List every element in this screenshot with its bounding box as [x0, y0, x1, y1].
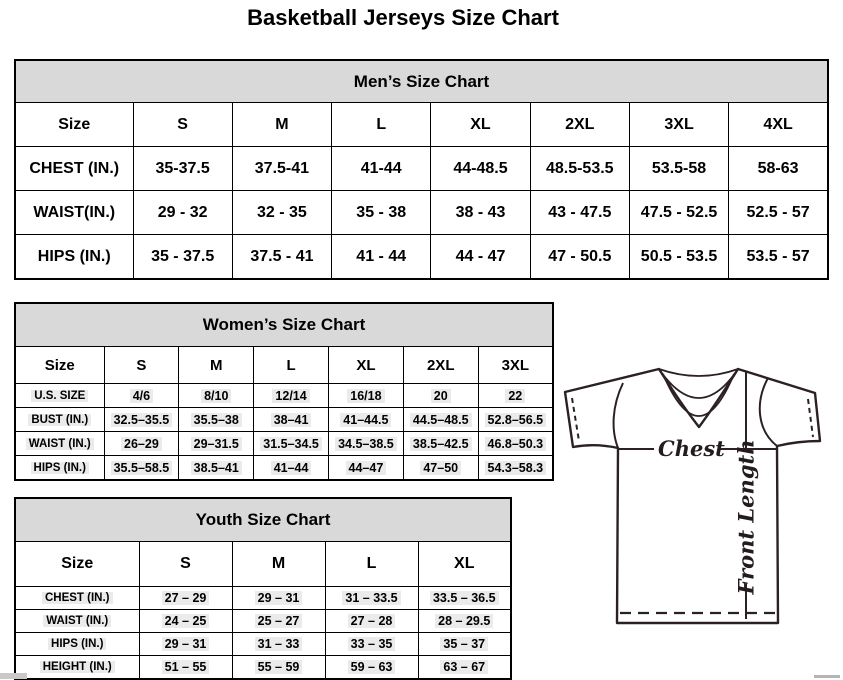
row-label-text: BUST (IN.) — [28, 414, 91, 426]
size-value-cell-text: 25 – 27 — [255, 614, 303, 628]
size-value-cell-text: 41–44.5 — [340, 413, 391, 427]
front-length-measure-label: Front Length — [733, 439, 759, 595]
size-value-cell-text: 47.5 - 52.5 — [640, 203, 718, 221]
size-value-cell — [478, 456, 553, 481]
size-value-cell-text: 41-44 — [360, 159, 402, 177]
table-row — [15, 587, 511, 610]
column-header — [133, 103, 232, 147]
size-value-cell — [232, 235, 331, 280]
row-label-text: WAIST (IN.) — [43, 615, 111, 627]
size-value-cell — [403, 432, 478, 456]
table-row — [15, 610, 511, 633]
row-label — [15, 587, 139, 610]
size-value-cell-text: 34.5–38.5 — [335, 437, 397, 451]
row-label-text: WAIST (IN.) — [26, 438, 94, 450]
table-caption — [15, 498, 511, 542]
size-value-cell — [254, 432, 329, 456]
column-header — [232, 542, 325, 587]
size-value-cell-text: 37.5 - 41 — [250, 247, 314, 265]
size-value-cell-text: 33 – 35 — [348, 637, 396, 651]
size-value-cell-text: 33.5 – 36.5 — [430, 591, 499, 605]
column-header-text: L — [366, 555, 377, 572]
size-value-cell — [328, 408, 403, 432]
size-value-cell-text: 27 – 29 — [162, 591, 210, 605]
scrollbar-fragment-right[interactable] — [814, 675, 840, 678]
size-value-cell-text: 12/14 — [272, 389, 309, 403]
size-value-cell-text: 35-37.5 — [155, 159, 210, 177]
row-label — [15, 191, 133, 235]
collar-back-line — [659, 369, 738, 376]
column-header-text: S — [177, 115, 188, 133]
column-header-text: M — [271, 555, 286, 572]
size-value-cell-text: 58-63 — [757, 159, 799, 177]
size-value-cell — [332, 147, 431, 191]
table-caption-row — [15, 498, 511, 542]
size-value-cell-text: 37.5-41 — [254, 159, 310, 177]
row-label-text: HIPS (IN.) — [37, 247, 111, 265]
size-value-cell-text: 44–47 — [346, 461, 387, 475]
column-header — [15, 103, 133, 147]
size-value-cell — [179, 432, 254, 456]
size-value-cell — [139, 633, 232, 656]
column-header — [232, 103, 331, 147]
size-value-cell-text: 47–50 — [420, 461, 461, 475]
table-caption-text: Women’s Size Chart — [202, 315, 366, 334]
row-label-text: HEIGHT (IN.) — [40, 661, 115, 673]
table-row — [15, 633, 511, 656]
column-header-text: 3XL — [664, 115, 694, 133]
column-header-text: M — [209, 356, 223, 374]
column-header — [139, 542, 232, 587]
size-value-cell-text: 48.5-53.5 — [545, 159, 614, 177]
table-caption-row — [15, 303, 553, 347]
size-value-cell — [328, 384, 403, 408]
size-value-cell — [431, 147, 530, 191]
column-header — [431, 103, 530, 147]
womens-size-table — [14, 302, 554, 481]
size-value-cell-text: 53.5-58 — [651, 159, 707, 177]
size-value-cell-text: 52.5 - 57 — [746, 203, 810, 221]
size-value-cell-text: 22 — [505, 389, 525, 403]
size-value-cell — [328, 456, 403, 481]
column-header — [325, 542, 418, 587]
table-row — [15, 235, 828, 280]
mens-size-table — [14, 59, 829, 280]
size-value-cell-text: 44 - 47 — [455, 247, 506, 265]
size-value-cell-text: 35 - 38 — [356, 203, 407, 221]
size-value-cell — [325, 587, 418, 610]
size-value-cell — [179, 384, 254, 408]
size-value-cell — [232, 147, 331, 191]
size-value-cell — [431, 235, 530, 280]
size-value-cell — [729, 191, 828, 235]
youth-size-table — [14, 497, 512, 680]
table-row — [15, 147, 828, 191]
size-value-cell — [418, 633, 511, 656]
column-header — [15, 347, 104, 384]
column-header-text: XL — [356, 356, 376, 374]
size-value-cell — [629, 235, 728, 280]
column-header — [729, 103, 828, 147]
size-value-cell-text: 38–41 — [271, 413, 312, 427]
size-value-cell — [139, 610, 232, 633]
column-header — [629, 103, 728, 147]
row-label-text: U.S. SIZE — [31, 390, 88, 402]
column-header — [179, 347, 254, 384]
row-label — [15, 656, 139, 680]
size-value-cell-text: 53.5 - 57 — [746, 247, 810, 265]
column-header — [254, 347, 329, 384]
size-value-cell-text: 51 – 55 — [162, 660, 210, 674]
size-value-cell-text: 38.5–41 — [191, 461, 242, 475]
column-header-text: 2XL — [565, 115, 595, 133]
chest-measure-label: Chest — [658, 436, 725, 461]
size-value-cell — [133, 191, 232, 235]
size-value-cell — [418, 656, 511, 680]
column-header — [403, 347, 478, 384]
size-value-cell — [530, 147, 629, 191]
column-header-text: XL — [454, 555, 475, 572]
size-value-cell-text: 35.5–58.5 — [111, 461, 173, 475]
row-label — [15, 408, 104, 432]
size-value-cell — [133, 235, 232, 280]
size-value-cell-text: 44-48.5 — [453, 159, 508, 177]
size-value-cell — [478, 408, 553, 432]
size-value-cell-text: 50.5 - 53.5 — [640, 247, 718, 265]
size-value-cell — [403, 384, 478, 408]
table-caption-row — [15, 60, 828, 103]
size-value-cell-text: 28 – 29.5 — [435, 614, 493, 628]
size-value-cell-text: 29–31.5 — [191, 437, 242, 451]
size-value-cell — [332, 235, 431, 280]
row-label — [15, 610, 139, 633]
jersey-outline — [565, 369, 820, 623]
column-header — [332, 103, 431, 147]
size-value-cell — [133, 147, 232, 191]
size-value-cell — [232, 191, 331, 235]
size-value-cell — [629, 191, 728, 235]
size-value-cell — [325, 633, 418, 656]
table-row — [15, 408, 553, 432]
size-value-cell-text: 4/6 — [130, 389, 153, 403]
size-value-cell — [418, 610, 511, 633]
jersey-measurement-diagram — [555, 360, 843, 630]
table-header-row — [15, 347, 553, 384]
size-value-cell — [254, 456, 329, 481]
size-value-cell-text: 52.8–56.5 — [485, 413, 547, 427]
table-row — [15, 432, 553, 456]
size-value-cell — [530, 191, 629, 235]
size-value-cell — [104, 384, 179, 408]
size-value-cell — [325, 656, 418, 680]
size-value-cell-text: 41–44 — [271, 461, 312, 475]
page-title: Basketball Jerseys Size Chart — [247, 5, 559, 30]
size-value-cell-text: 54.3–58.3 — [485, 461, 547, 475]
column-header-text: Size — [44, 356, 75, 374]
size-value-cell-text: 63 – 67 — [440, 660, 488, 674]
size-value-cell — [629, 147, 728, 191]
column-header — [530, 103, 629, 147]
size-value-cell — [530, 235, 629, 280]
size-value-cell — [403, 408, 478, 432]
size-value-cell-text: 46.8–50.3 — [485, 437, 547, 451]
row-label-text: HIPS (IN.) — [48, 638, 106, 650]
row-label — [15, 147, 133, 191]
column-header-text: M — [275, 115, 289, 133]
size-value-cell — [729, 147, 828, 191]
table-caption — [15, 60, 828, 103]
size-value-cell — [232, 610, 325, 633]
size-value-cell — [328, 432, 403, 456]
size-value-cell — [729, 235, 828, 280]
size-value-cell — [139, 587, 232, 610]
size-value-cell — [254, 408, 329, 432]
size-value-cell — [325, 610, 418, 633]
column-header-text: L — [286, 356, 296, 374]
table-caption-text: Youth Size Chart — [195, 510, 331, 529]
size-value-cell — [478, 384, 553, 408]
size-value-cell-text: 35.5–38 — [191, 413, 242, 427]
column-header-text: Size — [61, 555, 94, 572]
size-value-cell-text: 38 - 43 — [455, 203, 506, 221]
size-value-cell-text: 27 – 28 — [348, 614, 396, 628]
size-value-cell — [232, 633, 325, 656]
size-value-cell-text: 26–29 — [121, 437, 162, 451]
table-row — [15, 384, 553, 408]
size-value-cell — [179, 456, 254, 481]
row-label — [15, 432, 104, 456]
row-label — [15, 384, 104, 408]
size-value-cell-text: 35 - 37.5 — [151, 247, 215, 265]
column-header-text: Size — [58, 115, 91, 133]
size-value-cell — [418, 587, 511, 610]
size-value-cell — [139, 656, 232, 680]
table-caption — [15, 303, 553, 347]
size-value-cell-text: 31 – 33.5 — [342, 591, 400, 605]
size-value-cell — [254, 384, 329, 408]
row-label-text: CHEST (IN.) — [42, 592, 113, 604]
size-value-cell-text: 32.5–35.5 — [111, 413, 173, 427]
table-header-row — [15, 542, 511, 587]
row-label — [15, 633, 139, 656]
column-header-text: S — [180, 555, 191, 572]
column-header — [418, 542, 511, 587]
row-label-text: CHEST (IN.) — [29, 159, 120, 177]
size-value-cell-text: 8/10 — [201, 389, 231, 403]
size-value-cell — [478, 432, 553, 456]
size-value-cell-text: 16/18 — [347, 389, 384, 403]
size-value-cell-text: 55 – 59 — [255, 660, 303, 674]
size-value-cell-text: 41 - 44 — [356, 247, 407, 265]
row-label — [15, 235, 133, 280]
size-value-cell-text: 20 — [431, 389, 451, 403]
column-header-text: 4XL — [763, 115, 793, 133]
column-header — [478, 347, 553, 384]
column-header — [328, 347, 403, 384]
size-value-cell-text: 29 – 31 — [162, 637, 210, 651]
table-row — [15, 656, 511, 680]
size-value-cell — [431, 191, 530, 235]
size-value-cell — [403, 456, 478, 481]
size-value-cell-text: 31.5–34.5 — [260, 437, 322, 451]
size-value-cell-text: 31 – 33 — [255, 637, 303, 651]
row-label — [15, 456, 104, 481]
row-label-text: WAIST(IN.) — [33, 203, 116, 221]
table-row — [15, 456, 553, 481]
size-value-cell — [104, 456, 179, 481]
column-header-text: L — [376, 115, 387, 133]
size-value-cell-text: 47 - 50.5 — [548, 247, 612, 265]
size-value-cell-text: 29 - 32 — [157, 203, 208, 221]
size-value-cell-text: 35 – 37 — [440, 637, 488, 651]
scrollbar-fragment-left[interactable] — [0, 673, 27, 679]
table-row — [15, 191, 828, 235]
size-value-cell-text: 29 – 31 — [255, 591, 303, 605]
size-value-cell — [332, 191, 431, 235]
column-header — [15, 542, 139, 587]
size-value-cell — [232, 587, 325, 610]
size-value-cell-text: 43 - 47.5 — [548, 203, 612, 221]
size-value-cell-text: 38.5–42.5 — [410, 437, 472, 451]
column-header — [104, 347, 179, 384]
size-value-cell — [179, 408, 254, 432]
size-value-cell-text: 32 - 35 — [257, 203, 307, 221]
column-header-text: S — [136, 356, 147, 374]
size-value-cell-text: 44.5–48.5 — [410, 413, 472, 427]
size-value-cell — [104, 408, 179, 432]
table-caption-text: Men’s Size Chart — [353, 71, 490, 91]
size-value-cell — [232, 656, 325, 680]
column-header-text: 3XL — [501, 356, 530, 374]
table-header-row — [15, 103, 828, 147]
column-header-text: XL — [470, 115, 491, 133]
column-header-text: 2XL — [426, 356, 455, 374]
row-label-text: HIPS (IN.) — [31, 462, 89, 474]
size-value-cell — [104, 432, 179, 456]
size-value-cell-text: 59 – 63 — [348, 660, 396, 674]
size-value-cell-text: 24 – 25 — [162, 614, 210, 628]
